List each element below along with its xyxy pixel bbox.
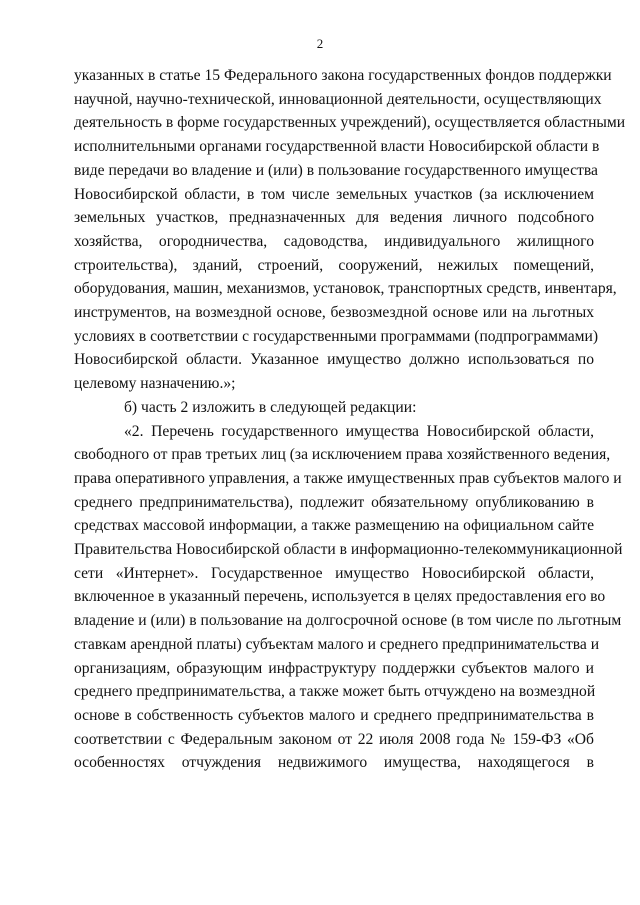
text-line: права оперативного управления, а также имущественных прав субъектов малого и [74, 469, 622, 487]
text-line: ставкам арендной платы) субъектам малого и среднего предпринимательства и [74, 635, 600, 653]
text-line: владение и (или) в пользование на долгосрочной основе (в том числе по льготным [74, 612, 622, 630]
text-line: указанных в статье 15 Федерального закона государственных фондов поддержки [74, 67, 612, 84]
text-line: виде передачи во владение и (или) в пользование государственного имущества [74, 161, 598, 179]
text-line: земельных участков, предназначенных для ведения личного подсобного [74, 209, 594, 227]
text-line: «2. Перечень государственного имущества Новосибирской области, [124, 422, 594, 440]
text-line: сети «Интернет». Государственное имущество Новосибирской области, [74, 564, 594, 582]
text-line: научной, научно-технической, инновационной деятельности, осуществляющих [74, 90, 602, 108]
text-line: строительства), зданий, строений, сооружений, нежилых помещений, [74, 256, 594, 274]
document-body [74, 64, 626, 775]
text-line: Правительства Новосибирской области в информационно-телекоммуникационной [74, 541, 623, 559]
page-number: 2 [316, 36, 324, 51]
text-line: Новосибирской области. Указанное имущество должно использоваться по [74, 351, 594, 369]
text-line: исполнительными органами государственной власти Новосибирской области в [74, 138, 600, 156]
text-line: целевому назначению.»; [74, 375, 236, 393]
text-line: соответствии с Федеральным законом от 22 июля 2008 года № 159-ФЗ «Об [74, 730, 594, 748]
text-line: деятельность в форме государственных учреждений), осуществляется областными [74, 114, 626, 132]
text-line: среднего предпринимательства), подлежит обязательному опубликованию в [74, 493, 594, 511]
text-line: инструментов, на возмездной основе, безвозмездной основе или на льготных [74, 304, 594, 322]
text-line: среднего предпринимательства, а также может быть отчуждено на возмездной [74, 683, 596, 701]
text-line: организациям, образующим инфраструктуру поддержки субъектов малого и [74, 659, 594, 677]
text-line: хозяйства, огородничества, садоводства, индивидуального жилищного [74, 232, 594, 250]
text-line: условиях в соответствии с государственными программами (подпрограммами) [74, 327, 599, 345]
text-line: оборудования, машин, механизмов, установок, транспортных средств, инвентаря, [74, 280, 617, 298]
text-line: включенное в указанный перечень, используется в целях предоставления его во [74, 588, 606, 606]
text-line: основе в собственность субъектов малого и среднего предпринимательства в [74, 706, 594, 724]
text-line: б) часть 2 изложить в следующей редакции: [124, 398, 417, 416]
text-line: Новосибирской области, в том числе земельных участков (за исключением [74, 185, 594, 203]
text-line: свободного от прав третьих лиц (за исключением права хозяйственного ведения, [74, 446, 611, 464]
text-line: средствах массовой информации, а также размещению на официальном сайте [74, 517, 594, 535]
text-line: особенностях отчуждения недвижимого имущества, находящегося в [74, 754, 594, 772]
